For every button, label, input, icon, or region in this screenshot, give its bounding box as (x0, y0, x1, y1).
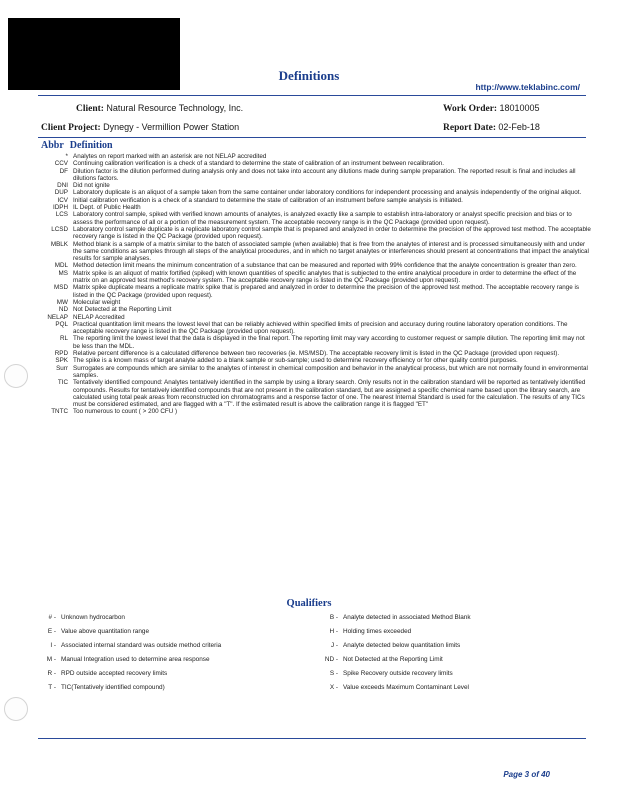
project-label: Client Project: (41, 123, 101, 133)
qualifier-code: ND - (324, 656, 338, 663)
header-rule (38, 95, 586, 96)
definition-text: Did not ignite (73, 182, 110, 190)
definition-text: Not Detected at the Reporting Limit (73, 306, 172, 314)
definition-abbr: RPD (54, 350, 68, 358)
definition-text: Dilution factor is the dilution performed during analysis only and does not take into account any dilutions made during sample preparation. The reported result is final and includes all dilutions factors. (73, 167, 576, 182)
qualifier-text: Analyte detected below quantitation limits (343, 642, 461, 649)
qualifier-code: R - (47, 670, 56, 677)
work-order-row (443, 103, 540, 114)
definition-text: The spike is a known mass of target analyte added to a blank sample or sub-sample; used to determine recovery efficiency or for other quality control purposes. (73, 357, 518, 365)
definition-row (36, 350, 591, 357)
qualifier-code: S - (329, 670, 338, 677)
definition-abbr: SPK (55, 357, 68, 365)
qualifier-item (36, 614, 125, 621)
definition-row (36, 182, 591, 189)
definition-row (36, 197, 591, 204)
qualifier-code: I - (50, 642, 56, 649)
definition-abbr: MS (58, 269, 68, 277)
qualifier-text: Not Detected at the Reporting Limit (343, 656, 443, 663)
report-date-label: Report Date: (443, 123, 497, 133)
client-label: Client: (76, 104, 104, 114)
definition-abbr: MBLK (50, 240, 68, 248)
qualifier-text: Unknown hydrocarbon (61, 614, 125, 621)
definition-abbr: CCV (54, 160, 68, 168)
definition-text: Laboratory control sample, spiked with verified known amounts of analytes, is analyzed exactly like a sample to establish intra-laboratory or analyst specific precision and bias or to assess the performance of all or a portion of the measurement system. The acceptable recovery range is in the QC Package (provided upon request). (73, 211, 572, 226)
definition-abbr: * (65, 153, 68, 160)
project-row (41, 122, 239, 133)
definition-row (36, 204, 591, 211)
definition-row (36, 306, 591, 313)
footer-rule (38, 738, 586, 739)
definition-row (36, 211, 591, 226)
qualifier-code: M - (46, 656, 56, 663)
definition-text: IL Dept. of Public Health (73, 204, 141, 212)
qualifier-text: RPD outside accepted recovery limits (61, 670, 168, 677)
qualifier-text: Associated internal standard was outside method criteria (61, 642, 222, 649)
definition-abbr: LCS (55, 211, 68, 219)
qualifier-item (318, 684, 469, 691)
abbr-column-label: Abbr (41, 140, 64, 151)
definition-text: The reporting limit the lowest level that the data is displayed in the final report. The reporting limit may vary according to customer request or sample dilution. The reporting limit may not be less than the MDL. (73, 335, 585, 350)
definition-row (36, 335, 591, 350)
work-order-label: Work Order: (443, 104, 498, 114)
definition-abbr: TNTC (51, 408, 68, 416)
definition-row (36, 160, 591, 167)
definition-text: Matrix spike is an aliquot of matrix fortified (spiked) with known quantities of specific analytes that is subjected to the entire analytical procedure in order to determine the effect of the matrix on an approved test method's recovery system. The acceptable recovery range is listed in the QC Package (provided upon request). (73, 269, 577, 285)
definition-text: Analytes on report marked with an asterisk are not NELAP accredited (73, 153, 267, 160)
qualifier-code: J - (330, 642, 338, 649)
definition-text: Too numerous to count ( > 200 CFU ) (73, 408, 178, 416)
definition-text: Method detection limit means the minimum concentration of a substance that can be measured and reported with 99% confidence that the analyte concentration is greater than zero. (73, 262, 577, 270)
definition-text: Method blank is a sample of a matrix similar to the batch of associated sample (when available) that is free from the analytes of interest and is processed simultaneously with and under the same conditions as samples through all steps of the analytical procedures, and in which no target analytes or interferences should present at concentrations that impact the analytical results for sample analyses. (73, 240, 589, 263)
qualifier-code: X - (329, 684, 338, 691)
report-date-row (443, 122, 540, 133)
definition-text: Laboratory duplicate is an aliquot of a sample taken from the same container under laboratory conditions for independent processing and analysis independently of the original aliquot. (73, 189, 582, 197)
definition-abbr: PQL (55, 320, 68, 328)
qualifier-item (318, 628, 411, 635)
punch-hole (4, 697, 28, 721)
definition-row (36, 379, 591, 408)
definition-row (36, 262, 591, 269)
definitions-list (36, 153, 591, 416)
definition-abbr: ND (58, 306, 68, 314)
definition-text: Relative percent difference is a calculated difference between two recoveries (ie. MS/MSD). The acceptable recovery limit is listed in the QC Package (provided upon request). (73, 350, 560, 358)
definition-row (36, 153, 591, 160)
definition-row (36, 270, 591, 285)
qualifier-text: Value above quantitation range (61, 628, 149, 635)
qualifier-item (318, 614, 471, 621)
definition-row (36, 365, 591, 380)
website-link[interactable]: http://www.teklabinc.com/ (475, 82, 580, 92)
qualifiers-title: Qualifiers (286, 598, 332, 609)
qualifier-item (36, 642, 221, 649)
definition-abbr: DF (59, 167, 68, 175)
definition-row (36, 299, 591, 306)
qualifier-item (318, 670, 453, 677)
definition-abbr: RL (59, 335, 68, 343)
definition-text: Practical quantitation limit means the lowest level that can be reliably achieved within specified limits of precision and accuracy during routine laboratory operation conditions. The acceptable recovery range is listed in the QC Package (provided upon request). (73, 320, 568, 336)
definition-row (36, 321, 591, 336)
definition-abbr: MW (56, 298, 68, 306)
definition-row (36, 168, 591, 183)
definition-column-label: Definition (69, 140, 113, 151)
client-value: Natural Resource Technology, Inc. (106, 103, 244, 113)
definition-row (36, 189, 591, 196)
qualifier-code: H - (329, 628, 338, 635)
report-date-value: 02-Feb-18 (498, 122, 540, 132)
definition-row (36, 357, 591, 364)
definition-abbr: Surr (56, 364, 68, 372)
qualifier-text: Value exceeds Maximum Contaminant Level (343, 684, 469, 691)
definition-abbr: ICV (57, 196, 68, 204)
qualifier-text: Manual Integration used to determine area response (61, 656, 210, 663)
definition-row (36, 314, 591, 321)
page-title: Definitions (278, 68, 340, 83)
definition-text: NELAP Accredited (73, 313, 125, 321)
definition-abbr: DNI (57, 182, 68, 190)
qualifier-text: Holding times exceeded (343, 628, 412, 635)
qualifier-text: Spike Recovery outside recovery limits (343, 670, 453, 677)
qualifier-item (36, 628, 149, 635)
work-order-value: 18010005 (499, 103, 540, 113)
punch-hole (4, 364, 28, 388)
definition-abbr: MDL (54, 262, 68, 270)
qualifier-item (36, 684, 165, 691)
page-number: Page 3 of 40 (503, 770, 550, 779)
definition-text: Surrogates are compounds which are similar to the analytes of interest in chemical composition and behavior in the analytical process, but which are not normally found in environmental samples. (73, 364, 588, 379)
definition-abbr: LCSD (51, 225, 68, 233)
definition-abbr: TIC (57, 379, 68, 387)
qualifier-code: T - (48, 684, 56, 691)
definitions-header (41, 140, 119, 151)
qualifier-item (36, 670, 167, 677)
project-value: Dynegy - Vermillion Power Station (103, 122, 240, 132)
definition-text: Laboratory control sample duplicate is a replicate laboratory control sample that is prepared and analyzed in order to determine the precision of the approved test method. The acceptable recovery range is listed in the QC Package (provided upon request). (73, 225, 591, 241)
qualifier-item (318, 642, 460, 649)
definition-row (36, 241, 591, 263)
definition-abbr: DUP (54, 189, 68, 197)
definition-row (36, 408, 591, 415)
definition-abbr: MSD (54, 284, 68, 292)
definition-abbr: NELAP (47, 313, 68, 321)
definition-text: Matrix spike duplicate means a replicate matrix spike that is prepared and analyzed in order to determine the precision of the approved test method. The acceptable recovery range is listed in the QC Package (provided upon request). (73, 284, 580, 299)
definition-row (36, 226, 591, 241)
header-bottom-rule (38, 137, 586, 138)
definition-text: Tentatively identified compound: Analytes tentatively identified in the sample by using a library search. Only results not in the calibration standard will be reported as tentatively identified compounds. Results for tentatively identified compounds that are not present in the calibration standard, but are assigned a specific chemical name based upon the library search, are calculated using total peak areas from reconstructed ion chromatograms and a response factor of one. The nearest Internal Standard is used for the calculation. The results of any TICs must be considered estimated, and are flagged with a "T". If the estimated result is above the calibration range it is flagged "ET" (73, 379, 586, 409)
qualifier-item (318, 656, 443, 663)
qualifier-text: Analyte detected in associated Method Blank (343, 614, 471, 621)
qualifier-item (36, 656, 210, 663)
client-row (76, 103, 243, 114)
qualifier-text: TIC(Tentatively identified compound) (61, 684, 165, 691)
qualifier-code: # - (48, 614, 56, 621)
definition-abbr: IDPH (52, 204, 68, 212)
qualifier-code: E - (47, 628, 56, 635)
definition-row (36, 284, 591, 299)
definition-text: Continuing calibration verification is a check of a standard to determine the state of calibration of an instrument between recalibration. (73, 160, 445, 168)
definition-text: Molecular weight (73, 298, 121, 306)
definition-text: Initial calibration verification is a check of a standard to determine the state of calibration of an instrument before sample analysis is initiated. (73, 196, 463, 204)
qualifier-code: B - (329, 614, 338, 621)
